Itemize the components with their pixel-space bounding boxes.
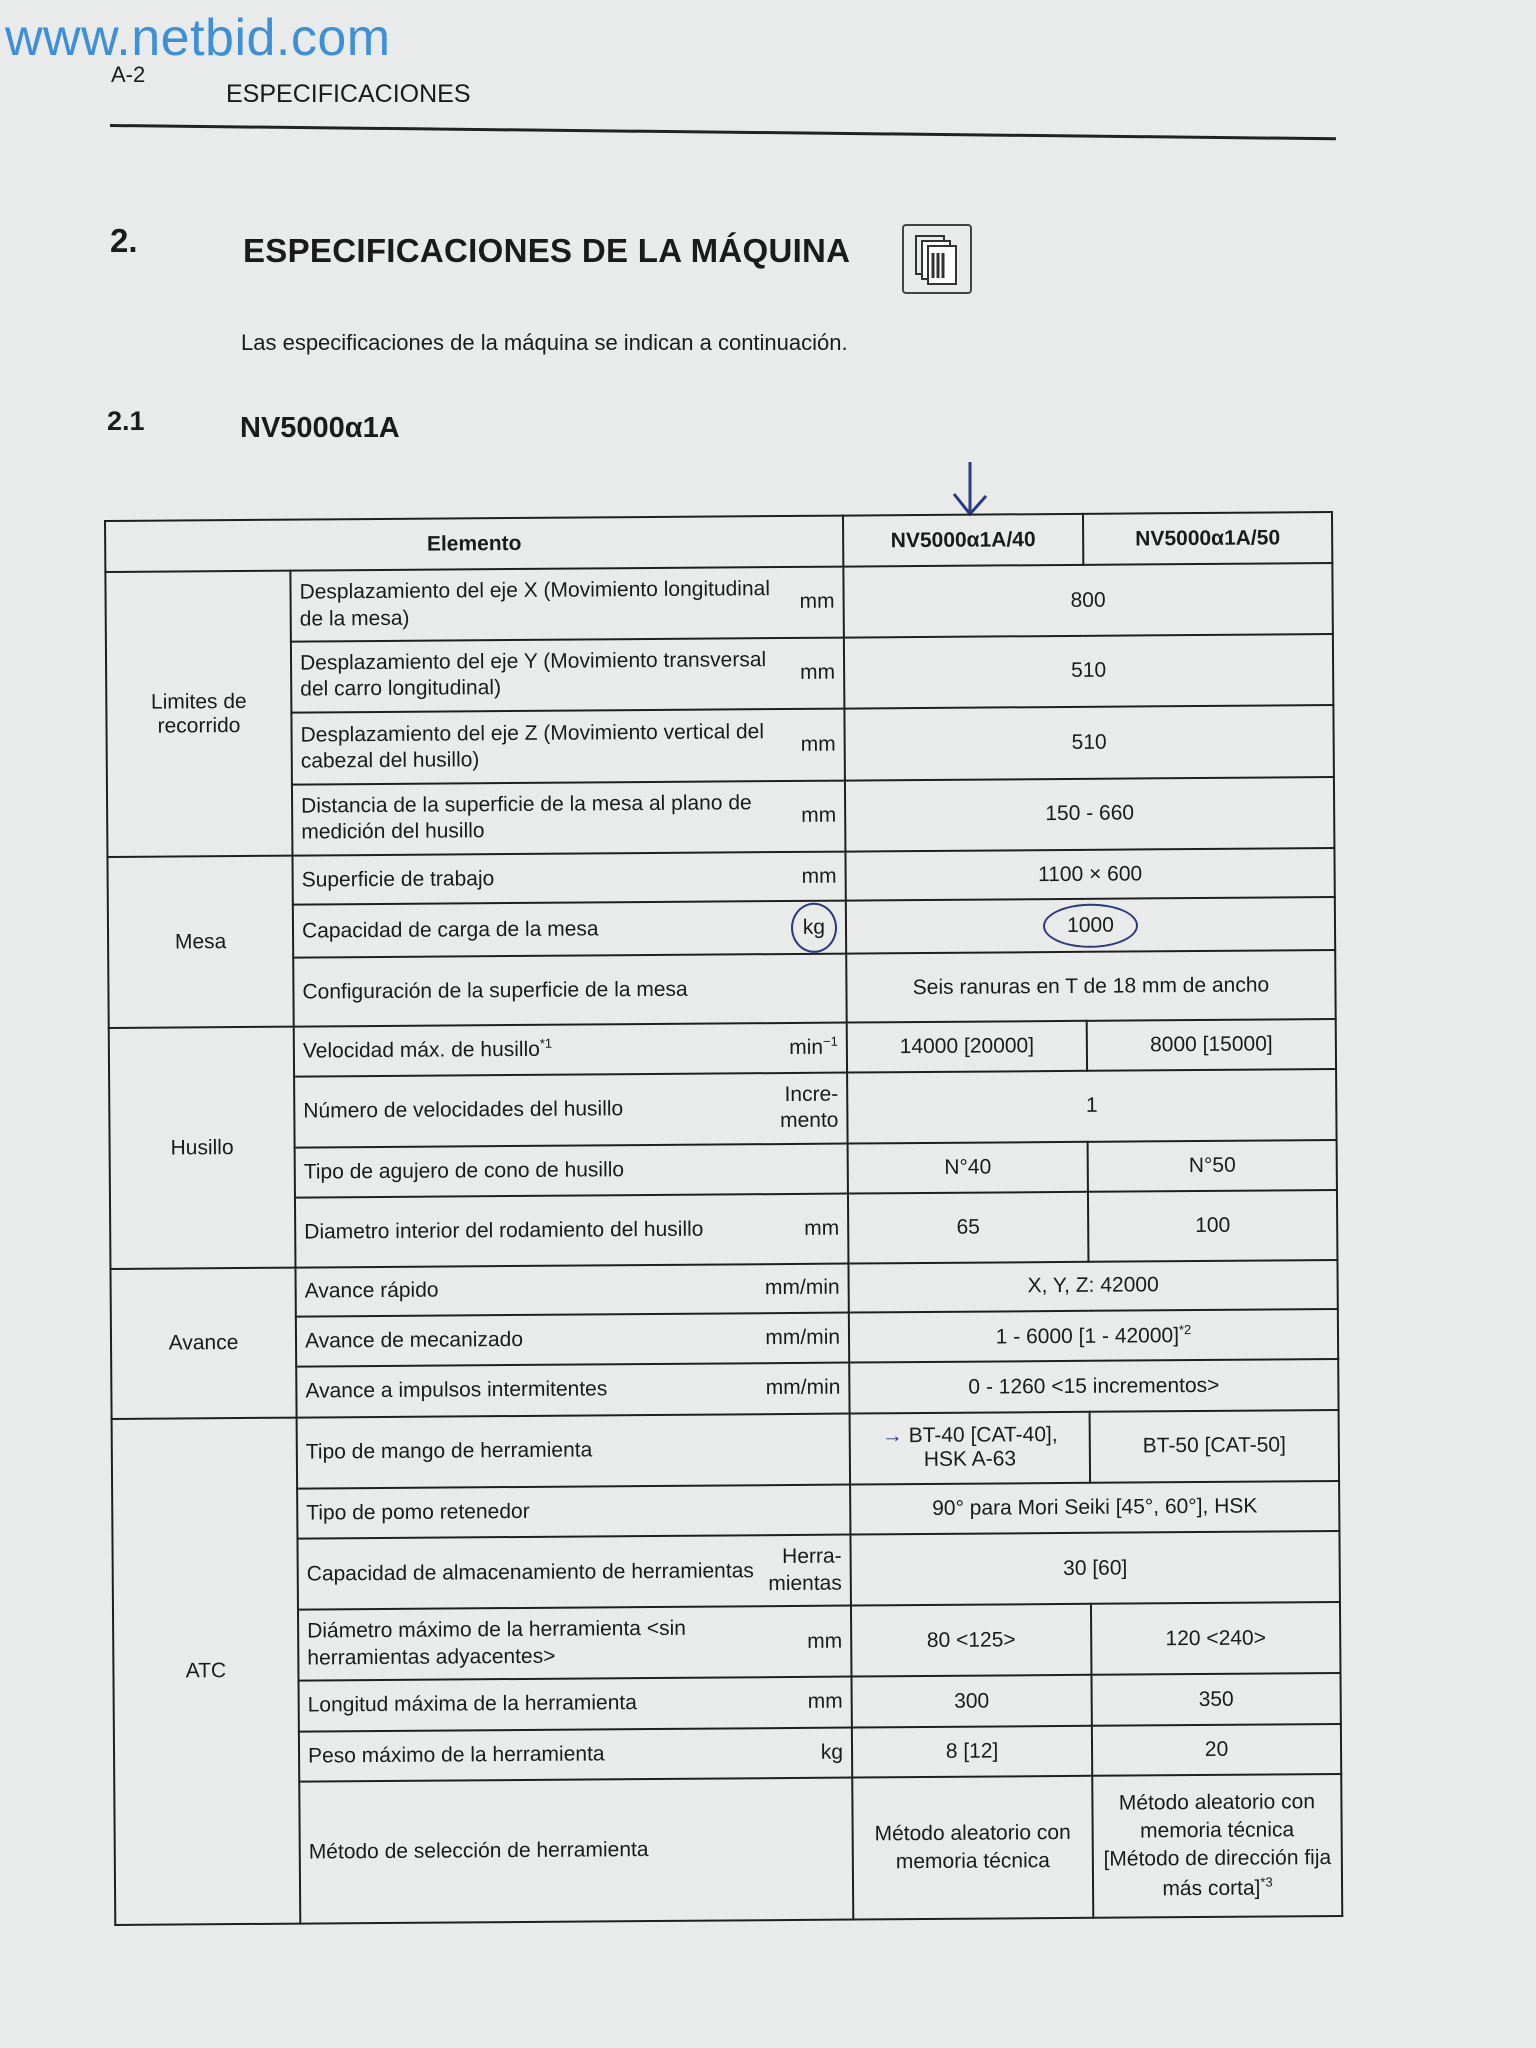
- value-circled: 1000: [1043, 903, 1138, 948]
- item-unit: Incre- mento: [779, 1082, 839, 1133]
- value-cell: 800: [843, 563, 1333, 637]
- group-atc: ATC: [112, 1417, 301, 1925]
- value-cell: X, Y, Z: 42000: [848, 1260, 1337, 1313]
- group-husillo: Husillo: [109, 1027, 296, 1269]
- value-50: Método aleatorio con memoria técnica [Método de dirección fija más corta]: [1103, 1789, 1332, 1901]
- item-unit: Herra- mientas: [768, 1545, 842, 1595]
- item-desc: Capacidad de carga de la mesa: [301, 916, 599, 943]
- page-number: A-2: [111, 62, 146, 87]
- value-cell: 1 - 6000 [1 - 42000]: [995, 1324, 1180, 1349]
- watermark-url: www.netbid.com: [5, 9, 391, 67]
- value-40: N°40: [848, 1142, 1088, 1194]
- header-element: Elemento: [105, 516, 843, 573]
- spec-table: [104, 511, 1343, 1926]
- item-desc: Desplazamiento del eje Z (Movimiento vertical del cabezal del husillo): [300, 719, 765, 773]
- value-50: 120 <240>: [1091, 1602, 1341, 1675]
- manual-book-icon: [902, 224, 972, 294]
- value-40: 8 [12]: [852, 1725, 1092, 1777]
- value-cell: 90° para Mori Seiki [45°, 60°], HSK: [850, 1481, 1339, 1535]
- subsection-number: 2.1: [107, 406, 145, 436]
- subsection-title: NV5000α1A: [240, 412, 400, 444]
- item-desc: Peso máximo de la herramienta: [307, 1742, 605, 1768]
- section-intro: Las especificaciones de la máquina se indican a continuación.: [241, 330, 848, 355]
- value-40-line2: HSK A-63: [923, 1447, 1017, 1472]
- item-unit: mm/min: [764, 1275, 840, 1300]
- value-40: 14000 [20000]: [847, 1021, 1087, 1072]
- item-desc: Configuración de la superficie de la mesa: [302, 977, 688, 1004]
- item-desc: Distancia de la superficie de la mesa al plano de medición del husillo: [301, 791, 752, 844]
- item-desc: Avance rápido: [304, 1278, 439, 1303]
- item-unit: mm: [800, 732, 836, 756]
- item-desc: Avance a impulsos intermitentes: [305, 1377, 608, 1403]
- value-cell: 0 - 1260 <15 incrementos>: [849, 1359, 1338, 1413]
- item-unit: mm: [807, 1690, 843, 1714]
- footnote-ref: *1: [539, 1036, 553, 1052]
- value-50: 100: [1088, 1190, 1338, 1261]
- value-cell: Seis ranuras en T de 18 mm de ancho: [846, 950, 1335, 1023]
- item-unit: mm: [804, 1216, 840, 1240]
- item-unit: mm: [799, 590, 835, 614]
- item-unit: min: [789, 1036, 824, 1060]
- item-unit: mm: [800, 660, 836, 685]
- item-desc: Número de velocidades del husillo: [303, 1097, 624, 1123]
- value-cell: 150 - 660: [845, 777, 1335, 852]
- section-number: 2.: [110, 222, 138, 259]
- item-unit: mm: [801, 803, 837, 828]
- item-desc: Capacidad de almacenamiento de herramientas: [306, 1558, 754, 1586]
- value-50: BT-50 [CAT-50]: [1090, 1410, 1340, 1483]
- item-desc: Superficie de trabajo: [301, 866, 495, 892]
- unit-exponent: −1: [822, 1033, 838, 1050]
- value-40: 65: [848, 1192, 1089, 1263]
- table-row: [110, 1260, 1337, 1318]
- item-unit-circled: kg: [791, 902, 838, 953]
- group-avance: Avance: [110, 1267, 296, 1418]
- item-desc: Diámetro máximo de la herramienta <sin herramientas adyacentes>: [307, 1617, 686, 1670]
- footnote-ref: *2: [1178, 1322, 1192, 1338]
- item-unit: mm: [807, 1629, 843, 1653]
- item-desc: Avance de mecanizado: [304, 1328, 524, 1353]
- value-40: 300: [852, 1675, 1092, 1727]
- value-40: Método aleatorio con memoria técnica: [852, 1776, 1093, 1920]
- item-desc: Tipo de mango de herramienta: [305, 1438, 593, 1464]
- table-row: [105, 563, 1332, 642]
- item-desc: Desplazamiento del eje Y (Movimiento transversal del carro longitudinal): [299, 648, 767, 702]
- header-model-40: NV5000α1A/40: [843, 514, 1083, 567]
- item-desc: Tipo de pomo retenedor: [306, 1500, 530, 1525]
- item-unit: kg: [820, 1740, 844, 1764]
- table-row: [112, 1410, 1339, 1490]
- table-row: [109, 1019, 1336, 1077]
- value-40: 80 <125>: [851, 1604, 1092, 1677]
- item-desc: Diametro interior del rodamiento del husillo: [304, 1217, 704, 1244]
- table-header-row: [105, 512, 1332, 572]
- value-50: 8000 [15000]: [1087, 1019, 1336, 1070]
- item-unit: mm: [801, 864, 837, 888]
- item-desc: Desplazamiento del eje X (Movimiento longitudinal de la mesa): [299, 577, 771, 631]
- section-title: ESPECIFICACIONES DE LA MÁQUINA: [243, 232, 851, 269]
- value-cell: 510: [844, 634, 1334, 709]
- header-rule: [110, 124, 1336, 140]
- item-desc: Tipo de agujero de cono de husillo: [303, 1158, 625, 1184]
- value-50: N°50: [1088, 1140, 1337, 1192]
- item-unit: mm/min: [765, 1325, 841, 1350]
- value-cell: 30 [60]: [850, 1531, 1340, 1605]
- item-desc: Velocidad máx. de husillo: [302, 1038, 540, 1063]
- pen-pointer-arrow-icon: →: [881, 1424, 903, 1448]
- value-50: 20: [1092, 1724, 1341, 1776]
- item-desc: Método de selección de herramienta: [308, 1837, 649, 1864]
- value-40-line1: BT-40 [CAT-40],: [908, 1423, 1058, 1448]
- footnote-ref: *3: [1260, 1874, 1273, 1890]
- table-row: [107, 848, 1334, 906]
- value-cell: 1: [847, 1069, 1337, 1144]
- header-model-50: NV5000α1A/50: [1083, 512, 1332, 565]
- group-limites: Limites de recorrido: [105, 571, 292, 857]
- value-cell: 1100 × 600: [845, 848, 1334, 901]
- value-50: 350: [1091, 1673, 1340, 1725]
- item-unit: mm/min: [765, 1376, 841, 1400]
- running-header: ESPECIFICACIONES: [226, 80, 471, 108]
- group-mesa: Mesa: [107, 856, 293, 1029]
- item-desc: Longitud máxima de la herramienta: [307, 1691, 637, 1717]
- value-cell: 510: [844, 705, 1334, 780]
